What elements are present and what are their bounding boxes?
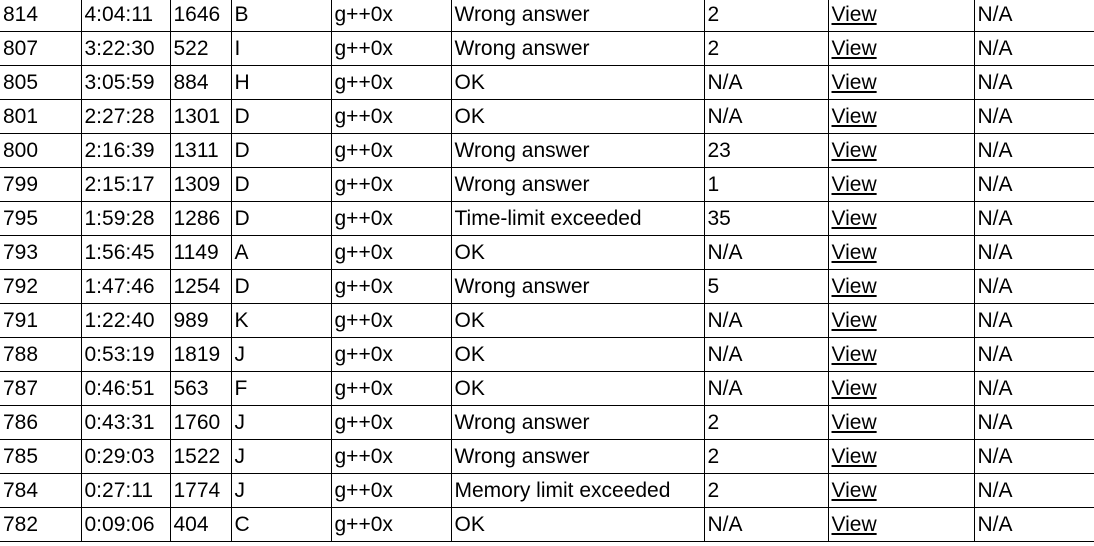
view-link[interactable]: View (831, 445, 877, 468)
verdict-cell: Wrong answer (451, 32, 704, 66)
submission-id-cell: 801 (0, 100, 81, 134)
problem-cell: K (231, 304, 331, 338)
submission-row (0, 32, 1094, 66)
language-cell: g++0x (331, 100, 451, 134)
view-link-cell (828, 0, 974, 32)
submission-row (0, 202, 1094, 236)
extra-cell: N/A (974, 372, 1094, 406)
submission-id-cell: 807 (0, 32, 81, 66)
test-cell: N/A (704, 66, 828, 100)
extra-cell: N/A (974, 32, 1094, 66)
problem-cell: D (231, 270, 331, 304)
view-link-cell (828, 474, 974, 508)
submission-row (0, 0, 1094, 32)
view-link[interactable]: View (831, 207, 877, 230)
submission-time-cell: 0:29:03 (81, 440, 170, 474)
team-cell: 884 (170, 66, 231, 100)
view-link-cell (828, 134, 974, 168)
submission-id-cell: 800 (0, 134, 81, 168)
view-link[interactable]: View (831, 173, 877, 196)
view-link[interactable]: View (831, 37, 877, 60)
problem-cell: D (231, 202, 331, 236)
language-cell: g++0x (331, 338, 451, 372)
language-cell: g++0x (331, 236, 451, 270)
submission-time-cell: 0:43:31 (81, 406, 170, 440)
view-link-cell (828, 236, 974, 270)
team-cell: 404 (170, 508, 231, 542)
language-cell: g++0x (331, 508, 451, 542)
extra-cell: N/A (974, 304, 1094, 338)
verdict-cell: Wrong answer (451, 134, 704, 168)
extra-cell: N/A (974, 440, 1094, 474)
view-link[interactable]: View (831, 275, 877, 298)
view-link[interactable]: View (831, 309, 877, 332)
submission-row (0, 168, 1094, 202)
verdict-cell: Wrong answer (451, 168, 704, 202)
language-cell: g++0x (331, 202, 451, 236)
view-link-cell (828, 202, 974, 236)
problem-cell: C (231, 508, 331, 542)
verdict-cell: OK (451, 236, 704, 270)
verdict-cell: Wrong answer (451, 0, 704, 32)
problem-cell: J (231, 406, 331, 440)
submission-id-cell: 814 (0, 0, 81, 32)
view-link[interactable]: View (831, 513, 877, 536)
submission-row (0, 236, 1094, 270)
verdict-cell: OK (451, 508, 704, 542)
test-cell: 2 (704, 440, 828, 474)
view-link-cell (828, 66, 974, 100)
team-cell: 1309 (170, 168, 231, 202)
view-link-cell (828, 304, 974, 338)
language-cell: g++0x (331, 0, 451, 32)
verdict-cell: OK (451, 372, 704, 406)
test-cell: 2 (704, 0, 828, 32)
extra-cell: N/A (974, 202, 1094, 236)
team-cell: 1149 (170, 236, 231, 270)
team-cell: 1286 (170, 202, 231, 236)
problem-cell: J (231, 440, 331, 474)
language-cell: g++0x (331, 168, 451, 202)
test-cell: 2 (704, 474, 828, 508)
language-cell: g++0x (331, 66, 451, 100)
language-cell: g++0x (331, 474, 451, 508)
view-link[interactable]: View (831, 139, 877, 162)
submission-id-cell: 791 (0, 304, 81, 338)
submission-row (0, 270, 1094, 304)
view-link-cell (828, 270, 974, 304)
problem-cell: D (231, 100, 331, 134)
test-cell: N/A (704, 100, 828, 134)
test-cell: 35 (704, 202, 828, 236)
submission-id-cell: 799 (0, 168, 81, 202)
extra-cell: N/A (974, 406, 1094, 440)
submission-time-cell: 1:47:46 (81, 270, 170, 304)
language-cell: g++0x (331, 32, 451, 66)
view-link-cell (828, 440, 974, 474)
view-link-cell (828, 100, 974, 134)
language-cell: g++0x (331, 304, 451, 338)
submission-time-cell: 3:05:59 (81, 66, 170, 100)
extra-cell: N/A (974, 236, 1094, 270)
team-cell: 989 (170, 304, 231, 338)
test-cell: 1 (704, 168, 828, 202)
problem-cell: H (231, 66, 331, 100)
submission-time-cell: 3:22:30 (81, 32, 170, 66)
submission-row (0, 372, 1094, 406)
submission-row (0, 406, 1094, 440)
verdict-cell: OK (451, 66, 704, 100)
language-cell: g++0x (331, 270, 451, 304)
view-link[interactable]: View (831, 241, 877, 264)
verdict-cell: Wrong answer (451, 440, 704, 474)
verdict-cell: Memory limit exceeded (451, 474, 704, 508)
test-cell: N/A (704, 338, 828, 372)
view-link-cell (828, 372, 974, 406)
view-link[interactable]: View (831, 71, 877, 94)
submission-row (0, 304, 1094, 338)
submission-id-cell: 784 (0, 474, 81, 508)
submission-row (0, 440, 1094, 474)
language-cell: g++0x (331, 440, 451, 474)
team-cell: 563 (170, 372, 231, 406)
submission-time-cell: 2:16:39 (81, 134, 170, 168)
submission-row (0, 338, 1094, 372)
problem-cell: F (231, 372, 331, 406)
team-cell: 1760 (170, 406, 231, 440)
submission-time-cell: 4:04:11 (81, 0, 170, 32)
problem-cell: J (231, 474, 331, 508)
submission-time-cell: 0:46:51 (81, 372, 170, 406)
problem-cell: I (231, 32, 331, 66)
test-cell: 23 (704, 134, 828, 168)
language-cell: g++0x (331, 134, 451, 168)
submission-time-cell: 0:53:19 (81, 338, 170, 372)
extra-cell: N/A (974, 100, 1094, 134)
submission-id-cell: 795 (0, 202, 81, 236)
view-link[interactable]: View (831, 377, 877, 400)
view-link-cell (828, 338, 974, 372)
verdict-cell: OK (451, 338, 704, 372)
view-link[interactable]: View (831, 3, 877, 26)
submission-time-cell: 2:15:17 (81, 168, 170, 202)
team-cell: 1522 (170, 440, 231, 474)
submission-id-cell: 793 (0, 236, 81, 270)
problem-cell: A (231, 236, 331, 270)
problem-cell: D (231, 134, 331, 168)
extra-cell: N/A (974, 508, 1094, 542)
team-cell: 522 (170, 32, 231, 66)
test-cell: N/A (704, 304, 828, 338)
extra-cell: N/A (974, 168, 1094, 202)
view-link-cell (828, 32, 974, 66)
submission-id-cell: 782 (0, 508, 81, 542)
problem-cell: D (231, 168, 331, 202)
view-link[interactable]: View (831, 479, 877, 502)
view-link-cell (828, 508, 974, 542)
test-cell: 2 (704, 32, 828, 66)
team-cell: 1301 (170, 100, 231, 134)
submission-id-cell: 792 (0, 270, 81, 304)
submission-row (0, 134, 1094, 168)
view-link[interactable]: View (831, 105, 877, 128)
test-cell: N/A (704, 372, 828, 406)
problem-cell: B (231, 0, 331, 32)
submission-row (0, 508, 1094, 542)
test-cell: N/A (704, 236, 828, 270)
submission-row (0, 474, 1094, 508)
extra-cell: N/A (974, 66, 1094, 100)
view-link[interactable]: View (831, 343, 877, 366)
submission-id-cell: 785 (0, 440, 81, 474)
verdict-cell: Time-limit exceeded (451, 202, 704, 236)
view-link-cell (828, 168, 974, 202)
verdict-cell: Wrong answer (451, 270, 704, 304)
verdict-cell: OK (451, 304, 704, 338)
team-cell: 1311 (170, 134, 231, 168)
submission-row (0, 100, 1094, 134)
submission-id-cell: 787 (0, 372, 81, 406)
team-cell: 1254 (170, 270, 231, 304)
submission-id-cell: 788 (0, 338, 81, 372)
verdict-cell: Wrong answer (451, 406, 704, 440)
extra-cell: N/A (974, 338, 1094, 372)
submission-time-cell: 1:22:40 (81, 304, 170, 338)
submission-time-cell: 0:27:11 (81, 474, 170, 508)
submission-time-cell: 1:56:45 (81, 236, 170, 270)
test-cell: N/A (704, 508, 828, 542)
verdict-cell: OK (451, 100, 704, 134)
submission-time-cell: 2:27:28 (81, 100, 170, 134)
extra-cell: N/A (974, 474, 1094, 508)
problem-cell: J (231, 338, 331, 372)
team-cell: 1646 (170, 0, 231, 32)
submission-id-cell: 786 (0, 406, 81, 440)
submission-id-cell: 805 (0, 66, 81, 100)
submission-row (0, 66, 1094, 100)
test-cell: 5 (704, 270, 828, 304)
team-cell: 1819 (170, 338, 231, 372)
test-cell: 2 (704, 406, 828, 440)
submission-time-cell: 1:59:28 (81, 202, 170, 236)
view-link-cell (828, 406, 974, 440)
extra-cell: N/A (974, 134, 1094, 168)
extra-cell: N/A (974, 0, 1094, 32)
extra-cell: N/A (974, 270, 1094, 304)
language-cell: g++0x (331, 372, 451, 406)
submission-time-cell: 0:09:06 (81, 508, 170, 542)
team-cell: 1774 (170, 474, 231, 508)
language-cell: g++0x (331, 406, 451, 440)
view-link[interactable]: View (831, 411, 877, 434)
